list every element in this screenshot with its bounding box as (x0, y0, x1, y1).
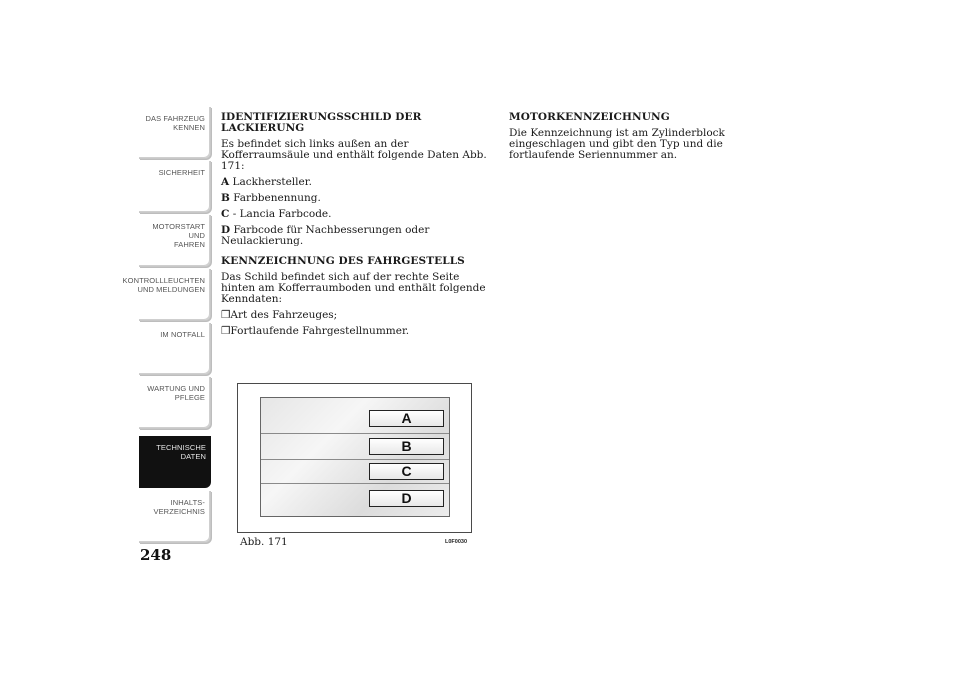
label-d: D (369, 490, 444, 507)
engine-text: Die Kennzeichnung ist am Zylinderblock eingeschlagen und gibt den Typ und die fortlaufende Seriennummer an. (509, 127, 725, 161)
tab-label: DAS FAHRZEUG KENNEN (145, 114, 205, 132)
chassis-intro: Das Schild befindet sich auf der rechte Seite hinten am Kofferraumboden und enthält folgende Kenndaten: (221, 271, 486, 305)
tab-sicherheit[interactable] (139, 161, 211, 213)
right-column (509, 112, 769, 166)
tab-label: TECHNISCHE DATEN (156, 443, 206, 461)
item-text: Farbcode für Nachbesserungen oder Neulackierung. (221, 224, 430, 247)
figure-paint-plate (237, 383, 472, 533)
tab-label: IM NOTFALL (160, 330, 205, 339)
label-b: B (369, 438, 444, 455)
tab-label: KONTROLLLEUCHTEN UND MELDUNGEN (122, 276, 205, 294)
heading-chassis: KENNZEICHNUNG DES FAHRGESTELLS (221, 255, 465, 267)
bullet-item: ❒Art des Fahrzeuges; (221, 309, 338, 321)
item-letter: A (221, 176, 230, 188)
divider (261, 459, 449, 460)
tab-label: MOTORSTART UND FAHREN (152, 222, 205, 249)
tab-label: SICHERHEIT (158, 168, 205, 177)
figure-code: L0F0030 (445, 539, 468, 545)
heading-engine: MOTORKENNZEICHNUNG (509, 111, 670, 123)
paint-plate-illustration (260, 397, 450, 517)
figure-caption: Abb. 171 (240, 536, 288, 548)
tab-label: WARTUNG UND PFLEGE (147, 384, 205, 402)
tab-inhaltsverzeichnis[interactable] (139, 491, 211, 543)
label-c: C (369, 463, 444, 480)
item-letter: B (221, 192, 230, 204)
paint-plate-intro: Es befindet sich links außen an der Kofferraumsäule und enthält folgende Daten Abb. 171: (221, 138, 487, 172)
tab-label: INHALTS- VERZEICHNIS (153, 498, 205, 516)
list-item (221, 193, 493, 204)
bullet-item: ❒Fortlaufende Fahrgestellnummer. (221, 325, 410, 337)
page-number: 248 (140, 546, 172, 564)
tab-wartung-und-pflege[interactable] (139, 377, 211, 429)
divider (261, 483, 449, 484)
tab-technische-daten[interactable] (139, 436, 211, 488)
list-item (221, 225, 493, 247)
tab-das-fahrzeug-kennen[interactable] (139, 107, 211, 159)
list-item (221, 177, 493, 188)
left-column (221, 112, 493, 342)
divider (261, 433, 449, 434)
tab-kontrollleuchten[interactable] (122, 269, 211, 321)
item-letter: D (221, 224, 231, 236)
tab-im-notfall[interactable] (139, 323, 211, 375)
item-text: Lackhersteller. (232, 176, 312, 188)
label-a: A (369, 410, 444, 427)
heading-paint-plate: IDENTIFIZIERUNGSSCHILD DER LACKIERUNG (221, 111, 422, 134)
tab-motorstart-und-fahren[interactable] (139, 215, 211, 267)
item-text: Farbbenennung. (233, 192, 321, 204)
list-item (221, 209, 493, 220)
item-text: - Lancia Farbcode. (232, 208, 332, 220)
item-letter: C (221, 208, 230, 220)
